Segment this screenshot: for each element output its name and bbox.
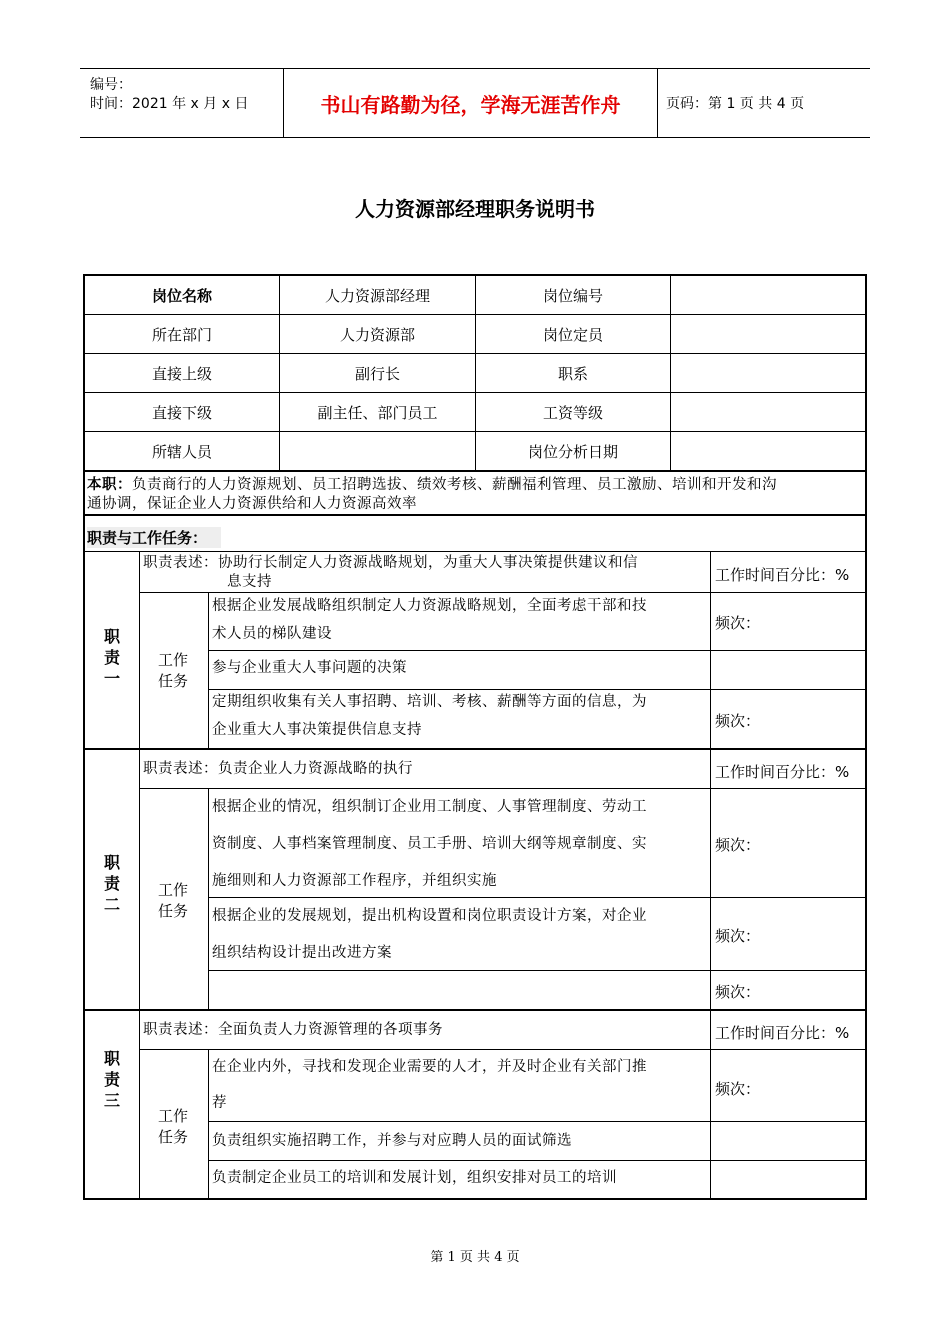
info-label-position-name: 岗位名称	[151, 286, 212, 305]
duty-2-task-2-line1: 根据企业的发展规划，提出机构设置和岗位职责设计方案，对企业	[212, 908, 647, 924]
duty-2-task-2-line2: 组织结构设计提出改进方案	[212, 945, 392, 961]
page-header	[80, 68, 870, 138]
duty-2-task-3-freq: 频次：	[715, 983, 761, 1001]
duty-2-task-1-line3: 施细则和人力资源部工作程序，并组织实施	[212, 873, 497, 889]
page-footer: 第 1 页 共 4 页	[430, 1250, 520, 1265]
duty-1-task-label: 工作 任务	[157, 651, 188, 690]
info-value-salary-grade	[671, 393, 865, 431]
duty-2-task-1-line1: 根据企业的情况，组织制订企业用工制度、人事管理制度、劳动工	[212, 799, 647, 815]
job-description-table	[83, 274, 867, 1200]
duty-1-name: 职 责 一	[103, 627, 120, 688]
duty-1-task-3-line2: 企业重大人事决策提供信息支持	[212, 722, 422, 738]
info-label-position-code: 岗位编号	[542, 286, 603, 305]
duty-2-percent: 工作时间百分比：%	[715, 763, 850, 781]
duty-1-task-2: 参与企业重大人事问题的决策	[212, 660, 407, 676]
duty-1-task-1-line2: 术人员的梯队建设	[212, 626, 332, 642]
info-value-subordinates: 副主任、部门员工	[317, 403, 438, 422]
duty-2-task-label: 工作 任务	[157, 881, 188, 920]
info-value-analysis-date	[671, 432, 865, 470]
info-label-job-family: 职系	[557, 364, 588, 383]
info-value-job-family	[671, 354, 865, 392]
duty-3-task-3: 负责制定企业员工的培训和发展计划，组织安排对员工的培训	[212, 1170, 617, 1186]
info-label-salary-grade: 工资等级	[542, 403, 603, 422]
duty-3-percent: 工作时间百分比：%	[715, 1024, 850, 1042]
duty-2-task-1	[212, 789, 707, 900]
duty-2-task-1-freq: 频次：	[715, 836, 761, 854]
duty-1-task-1	[212, 592, 707, 648]
motto: 书山有路勤为径，学海无涯苦作舟	[283, 69, 658, 137]
tasks-heading: 职责与工作任务：	[87, 527, 221, 548]
duty-3-task-label: 工作 任务	[157, 1107, 188, 1146]
info-value-position-name: 人力资源部经理	[324, 286, 430, 305]
duty-2-task-1-line2: 资制度、人事档案管理制度、员工手册、培训大纲等规章制度、实	[212, 836, 647, 852]
code-label: 编号：	[90, 77, 132, 93]
duty-2-name: 职 责 二	[103, 853, 120, 914]
duty-1-task-1-freq: 频次：	[715, 614, 761, 632]
duty-3-name: 职 责 三	[103, 1049, 120, 1110]
duty-1-task-3	[212, 688, 707, 744]
duty-3-task-1-line1: 在企业内外，寻找和发现企业需要的人才，并及时企业有关部门推	[212, 1059, 647, 1075]
duty-2-task-2-freq: 频次：	[715, 927, 761, 945]
date-label: 时间：2021 年 x 月 x 日	[90, 96, 249, 112]
header-meta	[80, 69, 283, 137]
duty-1-statement-line1: 职责表述：协助行长制定人力资源战略规划，为重大人事决策提供建议和信	[143, 555, 638, 571]
duty-1-percent: 工作时间百分比：%	[715, 566, 850, 584]
duty-summary-line1: 负责商行的人力资源规划、员工招聘选拔、绩效考核、薪酬福利管理、员工激励、培训和开发和沟	[132, 477, 777, 493]
document-title: 人力资源部经理职务说明书	[355, 197, 595, 221]
info-value-department: 人力资源部	[339, 325, 415, 344]
info-value-position-code	[671, 276, 865, 314]
duty-2-task-2	[212, 898, 707, 972]
info-value-headcount	[671, 315, 865, 353]
info-label-analysis-date: 岗位分析日期	[527, 442, 618, 461]
duty-1-statement-line2: 息支持	[227, 574, 272, 590]
info-value-superior: 副行长	[354, 364, 400, 383]
duty-1-task-3-freq: 频次：	[715, 712, 761, 730]
info-value-staff	[280, 432, 475, 470]
duty-1-task-1-line1: 根据企业发展战略组织制定人力资源战略规划，全面考虑干部和技	[212, 598, 647, 614]
duty-3-task-1-freq: 频次：	[715, 1080, 761, 1098]
duty-summary	[87, 476, 863, 514]
duty-3-task-2: 负责组织实施招聘工作，并参与对应聘人员的面试筛选	[212, 1133, 572, 1149]
info-label-superior: 直接上级	[151, 364, 212, 383]
duty-1-statement	[143, 554, 708, 592]
duty-summary-label: 本职：	[87, 477, 132, 493]
duty-3-task-1	[212, 1049, 707, 1121]
info-label-headcount: 岗位定员	[542, 325, 603, 344]
duty-3-task-1-line2: 荐	[212, 1095, 227, 1111]
duty-3-statement: 职责表述：全面负责人力资源管理的各项事务	[143, 1022, 443, 1038]
duty-1-task-3-line1: 定期组织收集有关人事招聘、培训、考核、薪酬等方面的信息，为	[212, 694, 647, 710]
duty-summary-line2: 通协调，保证企业人力资源供给和人力资源高效率	[87, 496, 417, 512]
info-label-department: 所在部门	[151, 325, 212, 344]
duty-2-statement: 职责表述：负责企业人力资源战略的执行	[143, 761, 413, 777]
info-label-subordinates: 直接下级	[151, 403, 212, 422]
info-label-staff: 所辖人员	[151, 442, 212, 461]
page-info: 页码：第 1 页 共 4 页	[666, 96, 805, 112]
